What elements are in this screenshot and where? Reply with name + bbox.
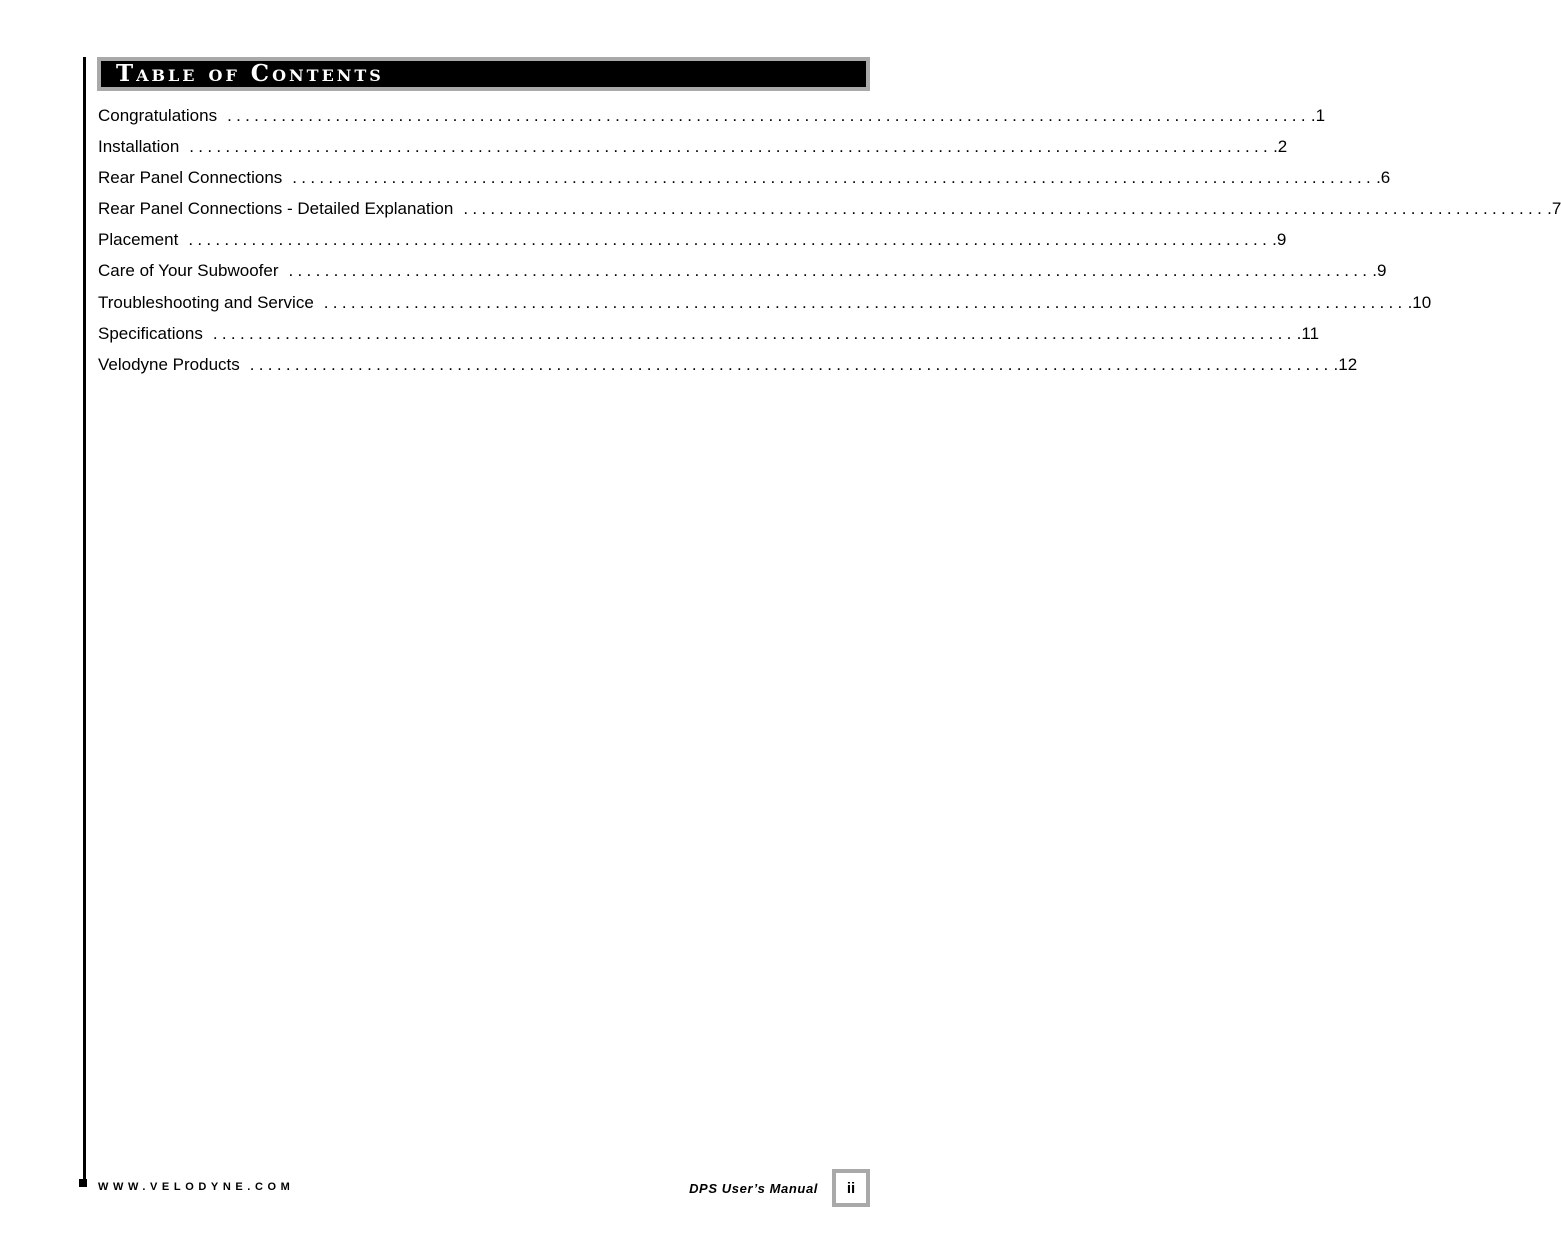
toc-entry-label: Troubleshooting and Service (98, 292, 314, 312)
toc-entry-page: .9 (1272, 230, 1287, 250)
toc-entry-page: .9 (1372, 261, 1387, 281)
toc-dot-leader: ........................................................................................................................ (227, 106, 1310, 125)
left-margin-rule (83, 57, 86, 1182)
toc-entry[interactable] (98, 261, 1387, 292)
toc-entry-page: .7 (1547, 199, 1561, 219)
page-title: Table of Contents (116, 59, 384, 87)
toc-entry-page: .2 (1273, 137, 1288, 157)
footer-marker (79, 1179, 87, 1187)
toc-dot-leader: ........................................................................................................................ (463, 199, 1547, 219)
title-banner (97, 57, 870, 91)
toc-entry-label: Rear Panel Connections (98, 168, 283, 188)
toc-entry-label: Installation (98, 137, 180, 157)
toc-dot-leader: ........................................................................................................................ (212, 323, 1296, 343)
toc-entry-label: Congratulations (98, 106, 218, 125)
toc-entry-label: Placement (98, 230, 179, 250)
toc-dot-leader: ........................................................................................................................ (288, 261, 1372, 281)
toc-entry[interactable] (98, 230, 1287, 261)
toc-dot-leader: ........................................................................................................................ (292, 168, 1376, 188)
toc-dot-leader: ........................................................................................................................ (188, 230, 1272, 250)
page-number: ii (836, 1173, 866, 1203)
toc-entry-page: .6 (1376, 168, 1391, 188)
toc-entry-page: .11 (1296, 323, 1320, 343)
toc-entry[interactable] (98, 168, 1391, 199)
toc-entry-label: Rear Panel Connections - Detailed Explanation (98, 199, 454, 219)
toc-entry[interactable] (98, 354, 1358, 386)
table-of-contents (98, 106, 1561, 386)
footer-manual-title: DPS User’s Manual (689, 1181, 818, 1196)
toc-entry[interactable] (98, 323, 1320, 355)
page-number-box (832, 1169, 870, 1207)
toc-entry-page: .12 (1333, 354, 1358, 374)
toc-entry-page: .10 (1407, 292, 1432, 312)
toc-entry[interactable] (98, 199, 1561, 230)
toc-entry[interactable] (98, 292, 1432, 324)
toc-entry-label: Specifications (98, 323, 203, 343)
toc-entry-label: Velodyne Products (98, 354, 240, 374)
toc-entry-page: .1 (1310, 106, 1326, 125)
toc-entry[interactable] (98, 137, 1288, 168)
footer-url[interactable]: WWW.VELODYNE.COM (98, 1181, 295, 1193)
toc-dot-leader: ........................................................................................................................ (189, 137, 1273, 157)
toc-dot-leader: ........................................................................................................................ (323, 292, 1407, 312)
toc-dot-leader: ........................................................................................................................ (249, 354, 1333, 374)
toc-entry-label: Care of Your Subwoofer (98, 261, 279, 281)
title-bar (101, 61, 866, 87)
toc-entry[interactable] (98, 106, 1326, 137)
